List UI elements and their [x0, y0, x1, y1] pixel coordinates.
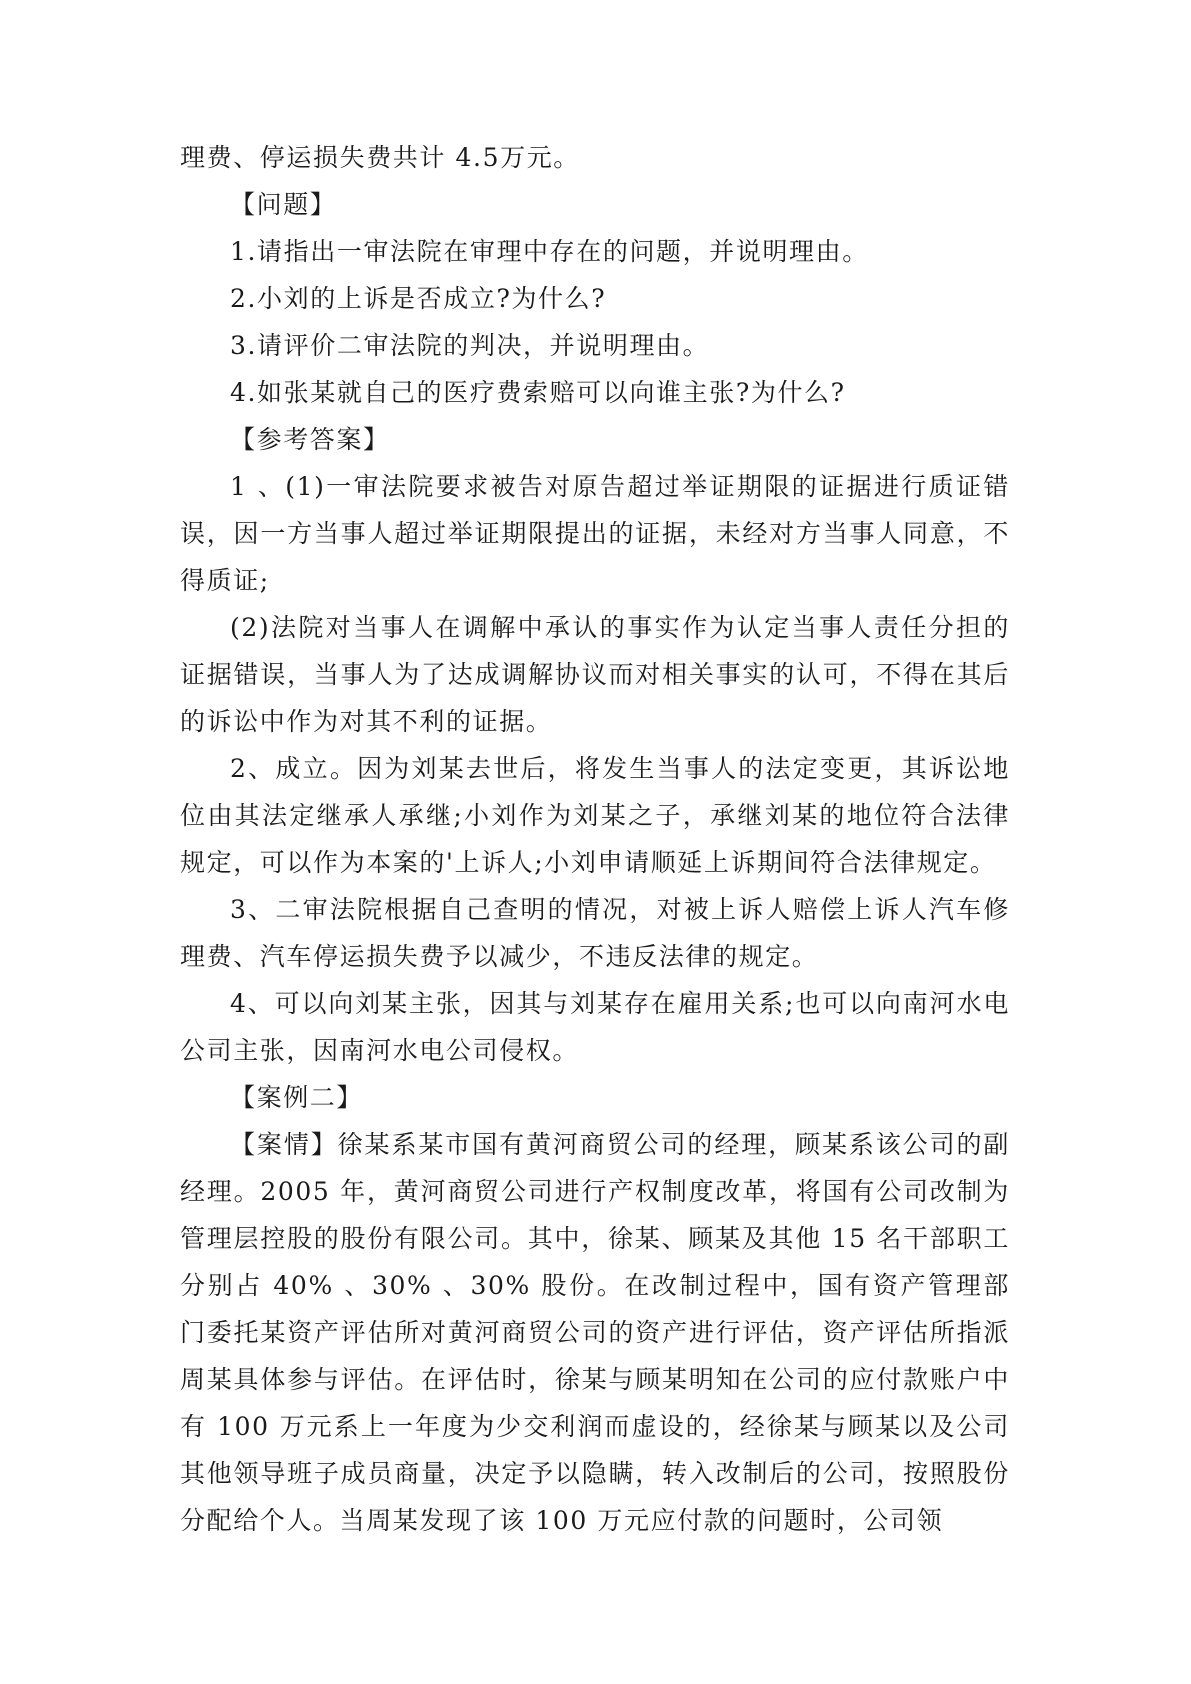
paragraph-continuation: 理费、停运损失费共计 4.5万元。	[180, 143, 580, 172]
question-4: 4.如张某就自己的医疗费索赔可以向谁主张?为什么?	[230, 378, 846, 407]
question-2: 2.小刘的上诉是否成立?为什么?	[230, 284, 607, 313]
answer-3: 3、二审法院根据自己查明的情况，对被上诉人赔偿上诉人汽车修理费、汽车停运损失费予以减少，不违反法律的规定。	[180, 895, 1010, 971]
heading-questions: 【问题】	[230, 190, 337, 219]
question-1: 1.请指出一审法院在审理中存在的问题，并说明理由。	[230, 237, 869, 266]
question-3: 3.请评价二审法院的判决，并说明理由。	[230, 331, 710, 360]
document-body	[180, 134, 1010, 1544]
answer-2: 2、成立。因为刘某去世后，将发生当事人的法定变更，其诉讼地位由其法定继承人承继;小刘作为刘某之子，承继刘某的地位符合法律规定，可以作为本案的'上诉人;小刘申请顺延上诉期间符合法律规定。	[180, 754, 1010, 877]
case-facts: 【案情】徐某系某市国有黄河商贸公司的经理，顾某系该公司的副经理。2005 年，黄河商贸公司进行产权制度改革，将国有公司改制为管理层控股的股份有限公司。其中，徐某、顾某及其他 15 名干部职工分别占 40% 、30% 、30% 股份。在改制过程中，国有资产管理部门委托某资产评估所对黄河商贸公司的资产进行评估，资产评估所指派周某具体参与评估。在评估时，徐某与顾某明知在公司的应付款账户中有 100 万元系上一年度为少交利润而虚设的，经徐某与顾某以及公司其他领导班子成员商量，决定予以隐瞒，转入改制后的公司，按照股份分配给个人。当周某发现了该 100 万元应付款的问题时，公司领	[180, 1130, 1010, 1535]
answer-1-part-1: 1 、(1)一审法院要求被告对原告超过举证期限的证据进行质证错误，因一方当事人超过举证期限提出的证据，未经对方当事人同意，不得质证;	[180, 472, 1010, 595]
answer-1-part-2: (2)法院对当事人在调解中承认的事实作为认定当事人责任分担的证据错误，当事人为了达成调解协议而对相关事实的认可，不得在其后的诉讼中作为对其不利的证据。	[180, 613, 1010, 736]
heading-reference-answers: 【参考答案】	[230, 425, 390, 454]
heading-case-two: 【案例二】	[230, 1083, 364, 1112]
answer-4: 4、可以向刘某主张，因其与刘某存在雇用关系;也可以向南河水电公司主张，因南河水电公司侵权。	[180, 989, 1010, 1065]
